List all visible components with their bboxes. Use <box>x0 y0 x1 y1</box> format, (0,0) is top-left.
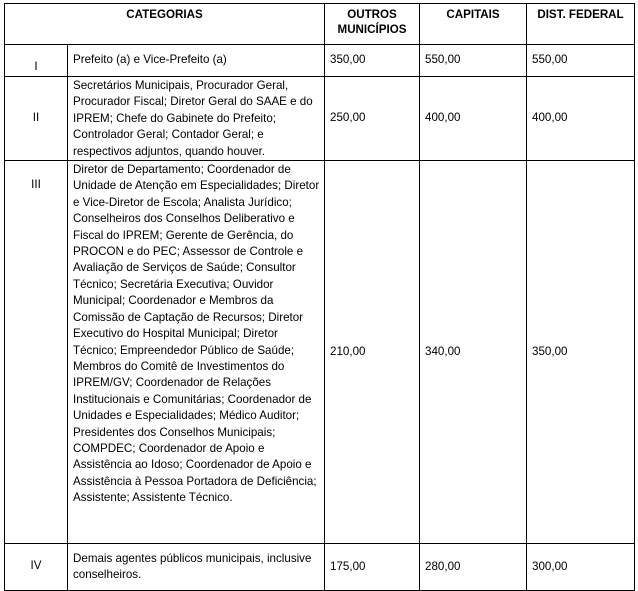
row-number: I <box>5 45 68 77</box>
row-category: Diretor de Departamento; Coordenador de Unidade de Atenção em Especialidades; Diretor e Vice-Diretor de Escola; Analista Jurídico; Conselheiros dos Conselhos Deliberativo e Fiscal do IPREM; Gerente de Gerência, do PROCON e do PEC; Assessor de Controle e Avaliação de Serviços de Saúde; Consultor Técnico; Secretária Executiva; Ouvidor Municipal; Coordenador e Membros da Comissão de Captação de Recursos; Diretor Executivo do Hospital Municipal; Diretor Técnico; Empreendedor Público de Saúde; Membros do Comitê de Investimentos do IPREM/GV; Coordenador de Relações Institucionais e Comunitárias; Coordenador de Unidades e Especialidades; Médico Auditor; Presidentes dos Conselhos Municipais; COMPDEC; Coordenador de Apoio e Assistência ao Idoso; Coordenador de Apoio e Assistência à Pessoa Portadora de Deficiência; Assistente; Assistente Técnico. <box>68 161 325 544</box>
row-category: Demais agentes públicos municipais, inclusive conselheiros. <box>68 544 325 591</box>
header-dist-federal: DIST. FEDERAL <box>527 4 635 45</box>
header-outros-municipios: OUTROS MUNICÍPIOS <box>325 4 420 45</box>
row-category: Secretários Municipais, Procurador Geral, Procurador Fiscal; Diretor Geral do SAAE e do IPREM; Chefe do Gabinete do Prefeito; Controlador Geral; Contador Geral; e respectivos adjuntos, quando houver. <box>68 77 325 161</box>
row-capitais: 400,00 <box>420 77 527 161</box>
row-dist-federal: 300,00 <box>527 544 635 591</box>
header-row <box>5 4 635 45</box>
row-capitais: 280,00 <box>420 544 527 591</box>
row-number: II <box>5 77 68 161</box>
row-capitais: 340,00 <box>420 161 527 544</box>
row-outros-municipios: 210,00 <box>325 161 420 544</box>
row-dist-federal: 550,00 <box>527 45 635 77</box>
row-outros-municipios: 250,00 <box>325 77 420 161</box>
table-row <box>5 45 635 77</box>
header-categorias: CATEGORIAS <box>5 4 325 45</box>
row-number: IV <box>5 544 68 591</box>
row-outros-municipios: 175,00 <box>325 544 420 591</box>
table-row <box>5 544 635 591</box>
row-number: III <box>5 161 68 544</box>
document-page <box>4 3 635 591</box>
row-dist-federal: 400,00 <box>527 77 635 161</box>
row-capitais: 550,00 <box>420 45 527 77</box>
diarias-table <box>4 3 635 591</box>
row-category: Prefeito (a) e Vice-Prefeito (a) <box>68 45 325 77</box>
table-row <box>5 161 635 544</box>
header-capitais: CAPITAIS <box>420 4 527 45</box>
row-dist-federal: 350,00 <box>527 161 635 544</box>
row-outros-municipios: 350,00 <box>325 45 420 77</box>
table-row <box>5 77 635 161</box>
